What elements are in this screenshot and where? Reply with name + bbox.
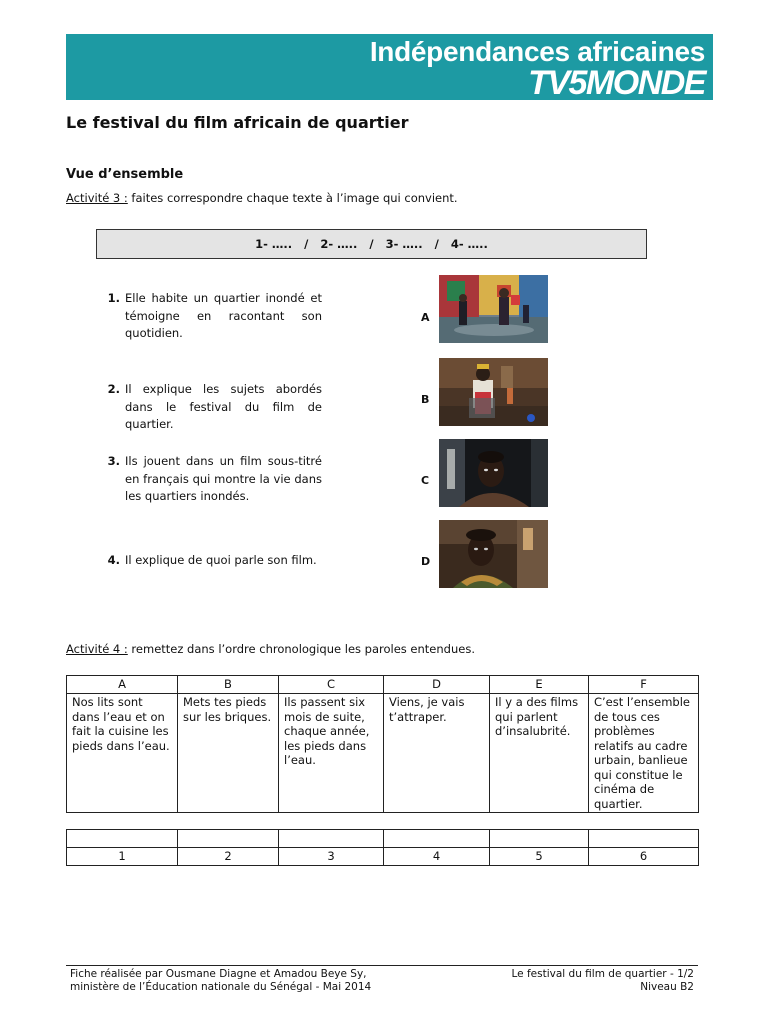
order-number-row: [67, 848, 699, 866]
answer-cell[interactable]: [67, 830, 178, 848]
answer-box[interactable]: 1- ….. / 2- ….. / 3- ….. / 4- …..: [96, 229, 647, 259]
column-header: E: [490, 676, 589, 694]
quote-cell: Nos lits sont dans l’eau et on fait la cuisine les pieds dans l’eau.: [67, 694, 178, 813]
footer-page-title: Le festival du film de quartier - 1/2: [511, 968, 694, 980]
section-title: Vue d’ensemble: [66, 167, 184, 182]
item-text: Elle habite un quartier inondé et témoigne en racontant son quotidien.: [125, 291, 322, 340]
order-number: 2: [178, 848, 279, 866]
order-table: [66, 829, 699, 866]
quote-cell: C’est l’ensemble de tous ces problèmes relatifs au cadre urbain, banlieue qui constitue le cinéma de quartier.: [589, 694, 699, 813]
quote-cell: Mets tes pieds sur les briques.: [178, 694, 279, 813]
column-header: A: [67, 676, 178, 694]
series-title: Indépendances africaines: [369, 36, 705, 67]
column-header: B: [178, 676, 279, 694]
answer-cell[interactable]: [589, 830, 699, 848]
order-number: 3: [279, 848, 384, 866]
list-item: [100, 453, 322, 506]
order-number: 5: [490, 848, 589, 866]
header-banner: [66, 34, 713, 100]
answer-cell[interactable]: [178, 830, 279, 848]
footer-page-info: [512, 968, 695, 994]
quotes-table: [66, 675, 699, 813]
activity3-label: Activité 3 :: [66, 191, 128, 205]
column-header: F: [589, 676, 699, 694]
list-item: [100, 290, 322, 343]
photo-flooded-street: [439, 275, 548, 343]
image-letter-d: D: [421, 555, 431, 568]
photo-woman-seated: [439, 358, 548, 426]
footer-credits: [70, 968, 371, 994]
item-text: Il explique les sujets abordés dans le festival du film de quartier.: [125, 382, 322, 431]
quote-cell: Il y a des films qui parlent d’insalubrité.: [490, 694, 589, 813]
item-number: 1.: [107, 291, 120, 305]
footer-divider: [66, 965, 698, 966]
list-item: [100, 381, 322, 434]
column-header: D: [384, 676, 490, 694]
table-row: [67, 694, 699, 813]
activity4-instruction: [66, 642, 475, 656]
order-number: 4: [384, 848, 490, 866]
activity3-text: faites correspondre chaque texte à l’image qui convient.: [127, 191, 458, 205]
column-header: C: [279, 676, 384, 694]
quote-cell: Viens, je vais t’attraper.: [384, 694, 490, 813]
list-item: [100, 552, 322, 570]
footer-author: Fiche réalisée par Ousmane Diagne et Amadou Beye Sy,: [70, 968, 367, 980]
activity4-label: Activité 4 :: [66, 642, 128, 656]
document-title: Le festival du film africain de quartier: [66, 113, 409, 132]
answer-cell[interactable]: [490, 830, 589, 848]
photo-man-portrait: [439, 439, 548, 507]
activity3-instruction: [66, 191, 458, 205]
image-letter-c: C: [421, 474, 430, 487]
item-text: Il explique de quoi parle son film.: [125, 553, 317, 567]
item-number: 2.: [107, 382, 120, 396]
quote-cell: Ils passent six mois de suite, chaque année, les pieds dans l’eau.: [279, 694, 384, 813]
order-number: 6: [589, 848, 699, 866]
activity4-text: remettez dans l’ordre chronologique les paroles entendues.: [127, 642, 475, 656]
photo-man-scarf: [439, 520, 548, 588]
brand-logo: TV5MONDE: [528, 64, 705, 102]
item-number: 4.: [107, 553, 120, 567]
order-number: 1: [67, 848, 178, 866]
table-header-row: [67, 676, 699, 694]
item-number: 3.: [107, 454, 120, 468]
answer-cell[interactable]: [384, 830, 490, 848]
item-text: Ils jouent dans un film sous-titré en français qui montre la vie dans les quartiers inondés.: [125, 454, 322, 503]
image-letter-b: B: [421, 393, 430, 406]
footer-ministry: ministère de l’Éducation nationale du Sénégal - Mai 2014: [70, 981, 372, 993]
answer-cell[interactable]: [279, 830, 384, 848]
footer-level: Niveau B2: [640, 981, 694, 993]
answer-row: [67, 830, 699, 848]
image-letter-a: A: [421, 311, 430, 324]
